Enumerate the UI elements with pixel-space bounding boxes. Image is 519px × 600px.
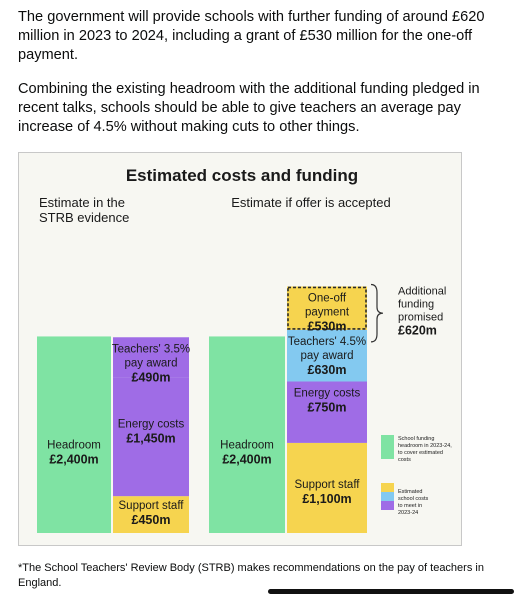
legend-label-headroom: School funding [398,436,435,442]
bracket-value: £620m [398,323,437,338]
legend-label-headroom: headroom in 2023-24, [398,443,452,449]
bracket-label: promised [398,311,444,324]
segment-value-2-0: £2,400m [222,452,272,467]
segment-name-3-0: Support staff [294,478,360,491]
segment-value-1-2: £490m [131,370,171,385]
segment-name-2-0: Headroom [220,439,274,452]
legend-swatch-headroom [381,435,394,459]
chart-title: Estimated costs and funding [125,166,359,185]
segment-name-1-0: Support staff [118,500,184,513]
legend-swatch-costs-1 [381,492,394,501]
segment-name-0-0: Headroom [47,439,101,452]
legend-label-costs: to meet in [398,503,423,509]
legend-label-costs: school costs [398,496,429,502]
group-label-strb: Estimate in the [39,195,125,210]
bracket-label: funding [398,298,435,311]
chart-canvas [19,153,461,545]
bracket-label: Additional [398,285,447,298]
legend-label-costs: 2023-24 [398,510,419,516]
home-indicator[interactable] [268,589,514,594]
legend-swatch-costs-0 [381,483,394,492]
legend-label-costs: Estimated [398,489,423,495]
segment-value-1-1: £1,450m [126,431,176,446]
segment-value-3-0: £1,100m [302,491,352,506]
segment-name-1-2: Teachers' 3.5% [111,343,191,356]
legend-label-headroom: to cover estimated [398,450,443,456]
segment-name-3-2: pay award [300,349,354,362]
segment-value-0-0: £2,400m [49,452,99,467]
segment-value-1-0: £450m [131,513,171,528]
segment-value-3-1: £750m [307,400,347,415]
legend-swatch-costs-2 [381,501,394,510]
bracket-shape [371,284,383,341]
segment-value-3-3: £530m [307,319,347,334]
headroom-paragraph: Combining the existing headroom with the additional funding pledged in recent talks, schools should be able to give teachers an average pay increase of 4.5% without making cuts to other things. [18,81,480,135]
segment-name-3-1: Energy costs [293,387,361,400]
segment-name-3-3: payment [304,306,350,319]
bar-segment-0-0 [37,336,111,533]
segment-name-3-3: One-off [307,292,347,305]
group-label-offer: Estimate if offer is accepted [231,195,391,210]
segment-value-3-2: £630m [307,362,347,377]
legend-label-headroom: costs [398,457,411,463]
costs-funding-chart [18,152,462,546]
bar-segment-2-0 [209,336,285,533]
segment-name-3-2: Teachers' 4.5% [287,335,367,348]
segment-name-1-1: Energy costs [117,418,185,431]
intro-paragraph: The government will provide schools with further funding of around £620 million in 2023 to 2024, including a grant of £530 million for the one-off payment. [18,9,485,63]
footnote: *The School Teachers' Review Body (STRB) makes recommendations on the pay of teachers in England. [18,562,484,589]
segment-name-1-2: pay award [124,357,178,370]
group-label-strb: STRB evidence [39,210,130,225]
